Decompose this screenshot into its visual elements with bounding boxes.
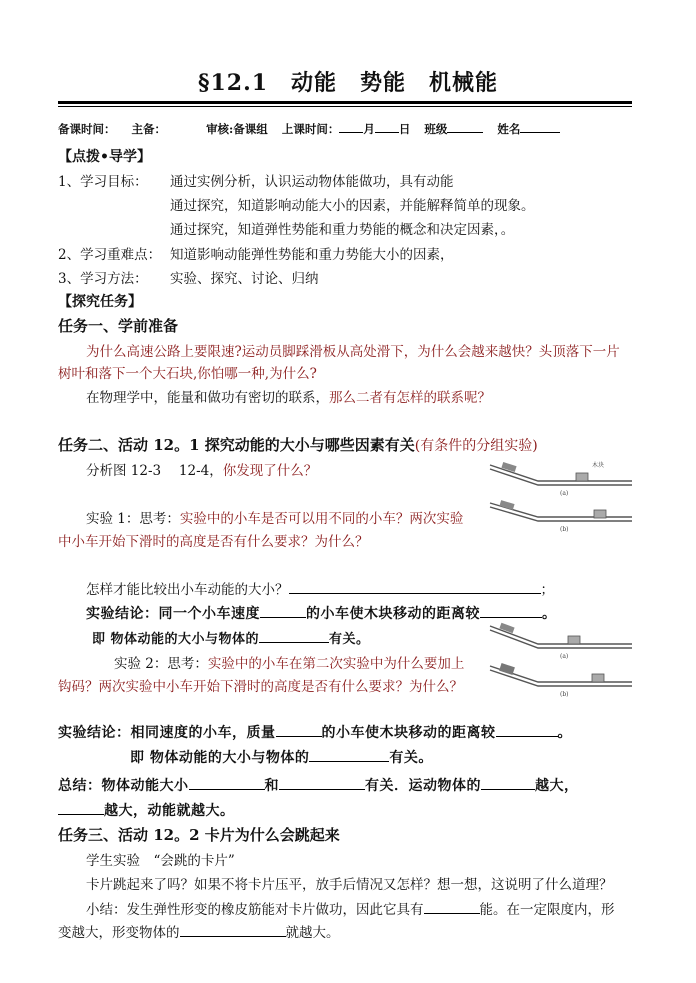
task3-summary-c: 变越大，形变物体的 <box>58 925 180 941</box>
task2-analyze <box>86 459 317 479</box>
task1-title: 任务一、学前准备 <box>58 317 179 335</box>
task2-summary <box>58 775 579 795</box>
concl1-sub-blank[interactable] <box>259 629 329 643</box>
review-label: 审核:备课组 <box>206 122 268 136</box>
task3-summary-2 <box>58 921 340 941</box>
concl2-c: 。 <box>557 725 572 741</box>
task1-para2-red: 那么二者有怎样的联系呢？ <box>329 390 491 406</box>
task2-title-line <box>58 434 538 455</box>
concl2-a: 实验结论：相同速度的小车，质量 <box>58 725 276 741</box>
concl2-blank1[interactable] <box>276 723 322 737</box>
task3-blank2[interactable] <box>180 923 286 937</box>
compare-q-text: 怎样才能比较出小车动能的大小？ <box>86 582 289 598</box>
header-info <box>58 119 560 137</box>
concl2-blank2[interactable] <box>496 723 558 737</box>
name-blank[interactable] <box>520 119 560 133</box>
class-blank[interactable] <box>447 119 483 133</box>
concl1-b: 的小车使木块移动的距离较 <box>306 606 480 622</box>
task3-title: 任务三、活动 12。2 卡片为什么会跳起来 <box>58 826 340 844</box>
concl1-blank2[interactable] <box>480 604 542 618</box>
task2-summary-2 <box>58 800 235 820</box>
task2-analyze-black: 分析图 12-3 12-4， <box>86 463 223 479</box>
goal-item-1: 通过实例分析，认识运动物体能做功，具有动能 <box>170 174 454 190</box>
summary-blank4[interactable] <box>58 801 104 815</box>
concl2-b: 的小车使木块移动的距离较 <box>321 725 496 741</box>
conclusion2 <box>58 722 572 742</box>
month-blank[interactable] <box>339 119 363 133</box>
goals-label: 1、学习目标： <box>58 174 148 190</box>
key-points-text: 知道影响动能弹性势能和重力势能大小的因素， <box>170 247 454 263</box>
exp2-line1 <box>114 652 464 672</box>
exp2-q1: 实验中的小车在第二次实验中为什么要加上 <box>207 656 465 672</box>
fig1-label-b: (b) <box>560 526 569 533</box>
task3-blank1[interactable] <box>424 900 480 914</box>
summary-c: 有关．运动物体的 <box>365 778 481 794</box>
section-guide: 【点拨•导学】 <box>58 149 151 165</box>
methods-label: 3、学习方法： <box>58 271 148 287</box>
class-label: 班级 <box>424 122 448 136</box>
month-label: 月 <box>363 122 375 136</box>
task3-summary-d: 就越大。 <box>285 925 340 941</box>
concl1-sub-b: 有关。 <box>329 632 370 647</box>
figure-12-3 <box>488 455 634 533</box>
fig2-label-b: (b) <box>560 691 569 698</box>
compare-end: ； <box>540 582 554 598</box>
task3-summary <box>86 898 615 918</box>
concl1-c: 。 <box>542 606 557 622</box>
key-points-label: 2、学习重难点： <box>58 247 162 263</box>
task1-para2-black: 在物理学中，能量和做功有密切的联系， <box>86 390 329 406</box>
conclusion1 <box>86 603 557 623</box>
task2-title: 任务二、活动 12。1 探究动能的大小与哪些因素有关 <box>58 436 415 454</box>
fig-wood-label: 木块 <box>592 462 605 469</box>
summary-blank3[interactable] <box>481 776 535 790</box>
task3-summary-a: 小结：发生弹性形变的橡皮筋能对卡片做功，因此它具有 <box>86 902 424 918</box>
section-explore: 【探究任务】 <box>58 294 142 310</box>
main-prep-label: 主备： <box>131 122 167 136</box>
title-rule-thin <box>58 106 632 107</box>
compare-blank[interactable] <box>289 580 541 594</box>
day-label: 日 <box>398 122 411 136</box>
task1-para1-line1: 为什么高速公路上要限速?运动员脚踩滑板从高处滑下，为什么会越来越快？头顶落下一片 <box>86 344 620 360</box>
name-label: 姓名 <box>497 122 521 136</box>
summary-b: 和 <box>264 778 279 794</box>
task1-para2 <box>86 386 491 406</box>
conclusion2-sub <box>130 747 433 767</box>
goal-item-3: 通过探究，知道弹性势能和重力势能的概念和决定因素，。 <box>170 222 515 238</box>
concl1-blank1[interactable] <box>260 604 306 618</box>
fig1-label-a: (a) <box>560 490 569 497</box>
task3-student-exp: 学生实验 “会跳的卡片” <box>86 853 235 869</box>
task3-summary-b: 能。在一定限度内，形 <box>479 902 615 918</box>
concl1-sub-a: 即 物体动能的大小与物体的 <box>92 632 260 647</box>
methods-text: 实验、探究、讨论、归纳 <box>170 271 319 287</box>
conclusion1-sub <box>92 628 370 647</box>
fig2-label-a: (a) <box>560 653 569 660</box>
task2-title-note: (有条件的分组实验) <box>414 438 538 454</box>
concl2-sub-a: 即 物体动能的大小与物体的 <box>130 750 310 766</box>
figure-12-4 <box>488 620 634 698</box>
exp2-line2: 钩码？两次实验中小车开始下滑时的高度是否有什么要求？为什么？ <box>58 679 463 695</box>
summary-blank2[interactable] <box>279 776 365 790</box>
task2-analyze-red: 你发现了什么？ <box>222 463 318 479</box>
concl2-sub-b: 有关。 <box>389 750 433 766</box>
summary-a: 总结：物体动能大小 <box>58 778 189 794</box>
class-time-label: 上课时间： <box>281 122 340 136</box>
exp1-line1 <box>86 507 463 527</box>
task1-para1-line2: 树叶和落下一个大石块,你怕哪一种,为什么? <box>58 366 317 382</box>
summary-d: 越大， <box>535 778 579 794</box>
exp1-q1: 实验中的小车是否可以用不同的小车？两次实验 <box>179 511 464 527</box>
task3-question: 卡片跳起来了吗？如果不将卡片压平，放手后情况又怎样？想一想，这说明了什么道理？ <box>86 877 613 893</box>
concl2-sub-blank[interactable] <box>309 748 389 762</box>
prep-time-label: 备课时间： <box>58 122 116 136</box>
title-rule-thick <box>58 101 632 104</box>
summary-blank1[interactable] <box>189 776 265 790</box>
day-blank[interactable] <box>375 119 399 133</box>
exp2-label: 实验 2：思考： <box>114 656 208 672</box>
goal-item-2: 通过探究，知道影响动能大小的因素，并能解释简单的现象。 <box>170 198 535 214</box>
compare-question <box>86 578 554 598</box>
exp1-line2: 中小车开始下滑时的高度是否有什么要求？为什么？ <box>58 534 369 550</box>
page-title: §12.1 动能 势能 机械能 <box>197 70 499 96</box>
exp1-label: 实验 1：思考： <box>86 511 180 527</box>
summary-e: 越大，动能就越大。 <box>104 803 235 819</box>
concl1-a: 实验结论：同一个小车速度 <box>86 606 260 622</box>
